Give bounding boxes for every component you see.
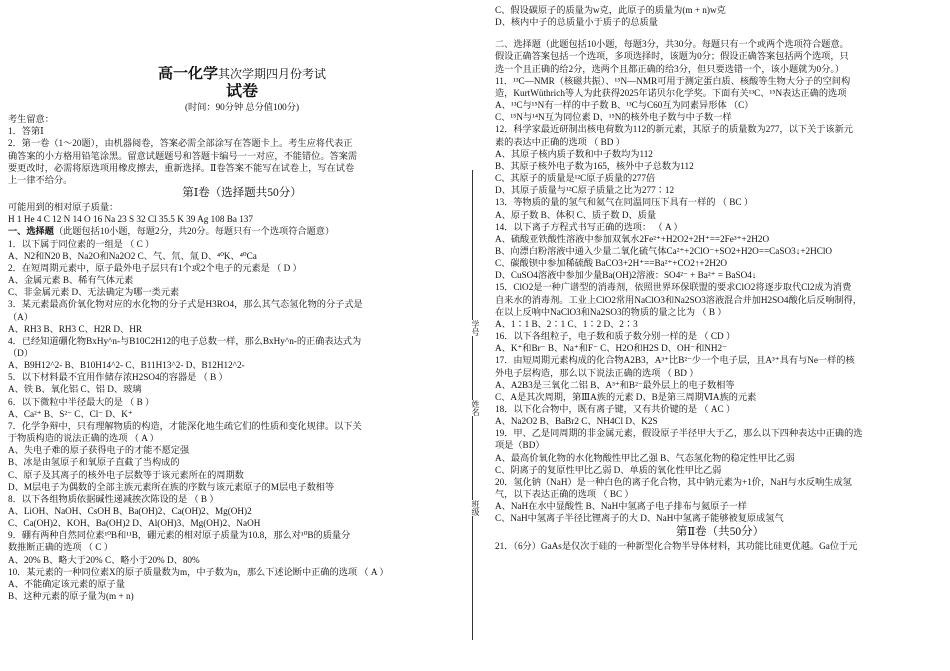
question-line: 造，KurtWüthrich等人为此获得2025年诺贝尔化学奖。下面有关¹³C、¹⁵N表达正确的选项 xyxy=(495,87,847,98)
question-line: C、A是其次周期，第ⅢA族的元素 D、B是第三周期ⅥA族的元素 xyxy=(495,391,757,402)
question-line: 1．以下属于同位素的一组是 （ C ） xyxy=(8,238,155,249)
question-line: 2．在短周期元素中，原子最外电子层只有1个或2个电子的元素是 （ D ） xyxy=(8,262,302,273)
note-line: 确答案的小方格用铅笔涂黑。留意试题题号和答题卡编号一一对应，不能错位。答案需 xyxy=(8,150,358,161)
question-line: C、阴离子的复原性甲比乙弱 D、单质的氧化性甲比乙弱 xyxy=(495,464,722,475)
notes-heading: 考生留意： xyxy=(8,114,54,125)
question-line: B、这种元素的原子量为(m + n) xyxy=(8,591,134,602)
question-line: 9．硼有两种自然同位素¹⁰B和¹¹B，硼元素的相对原子质量为10.8，那么对¹⁰B的质量分 xyxy=(8,530,351,541)
section1-rest: （此题包括10小题，每题2分，共20分。每题只有一个选项符合题意） xyxy=(53,226,335,237)
question-line: 数推断正确的选项 （ C ） xyxy=(8,542,113,553)
note-line: 2．第一卷（1～20题），由机器阅卷，答案必需全部涂写在答题卡上。考生应将代表正 xyxy=(8,138,353,149)
question-line: A、铁 B、氧化铝 C、铝 D、玻璃 xyxy=(8,384,142,395)
section2-line: 选一个且正确的给2分，选两个且都正确的给3分，但只要选错一个，该小题就为0分。） xyxy=(495,63,845,74)
question-line: C、原子及其离子的核外电子层数等于该元素所在的周期数 xyxy=(8,469,244,480)
question-line: A、A2B3是三氧化二铝 B、A³⁺和B²⁻最外层上的电子数相等 xyxy=(495,379,735,390)
section1-header xyxy=(8,225,476,237)
right-questions xyxy=(495,75,945,525)
left-questions xyxy=(8,238,476,603)
question-line: 3．某元素最高价氧化物对应的水化物的分子式是H3RO4，那么其气态氢化物的分子式是 xyxy=(8,299,363,310)
question-line: 素的表达中正确的选项 （ BD ） xyxy=(495,136,625,147)
question-line: 16．以下各组粒子，电子数和质子数分别一样的是 （ CD ） xyxy=(495,331,736,342)
question-line: 6．以下微粒中半径最大的是 （ B ） xyxy=(8,396,155,407)
question-line: A、K⁺和Br⁻ B、Na⁺和F⁻ C、H2O和H2S D、OH⁻和NH2⁻ xyxy=(495,343,727,354)
question-line: C、假设碳原子的质量为w克，此原子的质量为(m + n)w克 xyxy=(495,5,726,15)
question-line: 自来水的消毒剂。工业上ClO2常用NaClO3和Na2SO3溶液混合并加H2SO4酸化后反响制得， xyxy=(495,294,862,305)
question-line: B、其原子核外电子数为165，核外中子总数为112 xyxy=(495,160,694,171)
question-line: C、其原子的质量是¹²C原子质量的277倍 xyxy=(495,173,656,184)
question-line: C、Ca(OH)2、KOH、Ba(OH)2 D、Al(OH)3、Mg(OH)2、NaOH xyxy=(8,518,261,529)
atomic-label: 可能用到的相对原子质量： xyxy=(8,202,119,213)
question-line: A、原子数 B、体积 C、质子数 D、质量 xyxy=(495,209,657,220)
section2-line: 二、选择题（此题包括10小题，每题3分，共30分。每题只有一个或两个选项符合题意。 xyxy=(495,39,849,50)
question-line: 在以上反响中NaClO3和Na2SO3的物质的量之比为 （ B ） xyxy=(495,306,727,317)
title-main: 高一化学 xyxy=(157,66,218,82)
note-line: 要更改时，必需将原选项用橡皮擦去，重新选择。Ⅱ卷答案不能写在试卷上，写在试卷 xyxy=(8,162,355,173)
name-label: 姓名 xyxy=(466,400,480,416)
question-line: 于物质构造的说法正确的选项 （ A ） xyxy=(8,433,159,444)
question-line: 8．以下各组物质依据碱性递减挨次陈设的是 （ B ） xyxy=(8,493,219,504)
question-line: 5．以下材料最不宜用作储存浓H2SO4的容器是 （ B ） xyxy=(8,372,228,383)
part1-heading: 第Ⅰ卷（选择题共50分） xyxy=(182,187,302,200)
part2-heading: 第Ⅱ卷（共50分） xyxy=(675,525,765,538)
question-line: B、向漂白粉溶液中通入少量二氧化硫气体Ca²⁺+2ClO⁻+SO2+H2O==CaSO3↓+2HClO xyxy=(495,245,833,256)
question-line: （D） xyxy=(8,347,34,358)
note-line: 上一律不给分。 xyxy=(8,174,73,185)
notes-block xyxy=(8,125,476,186)
right-top-lines xyxy=(495,4,945,28)
question-line: D、CuSO4溶液中参加少量Ba(OH)2溶液：SO4²⁻ + Ba²⁺ = BaSO4↓ xyxy=(495,270,757,281)
question-line: A、其原子核内质子数和中子数均为112 xyxy=(495,148,653,159)
question-line: 外电子层构造，那么以下说法正确的选项 （ BD ） xyxy=(495,367,699,378)
question-line: C、¹⁵N与¹⁴N互为同位素 D、¹⁵N的核外电子数与中子数一样 xyxy=(495,112,732,123)
question-line: 10．某元素的一种同位素X的原子质量数为m，中子数为n，那么下述论断中正确的选项 （ A ） xyxy=(8,566,389,577)
question-line: A、硫酸亚铁酸性溶液中参加双氧水2Fe²⁺+H2O2+2H⁺==2Fe³⁺+2H2O xyxy=(495,233,770,244)
question-line: A、B9H12^2- B、B10H14^2- C、B11H13^2- D、B12H12^2- xyxy=(8,360,245,371)
section1-title: 一、选择题 xyxy=(8,226,54,237)
question-line: 19．甲、乙是同周期的非金属元素，假设原子半径甲大于乙，那么以下四种表达中正确的选 xyxy=(495,428,863,439)
section2-line: 假设正确答案包括一个选项，多项选择时，该题为0分；假设正确答案包括两个选项，只 xyxy=(495,51,849,62)
right-column xyxy=(495,0,945,552)
question-line: D、核内中子的总质量小于质子的总质量 xyxy=(495,17,658,28)
question-line: B、冰是由氢原子和氧原子直截了当构成的 xyxy=(8,457,180,468)
section2-intro xyxy=(495,38,945,74)
binding-margin xyxy=(466,170,480,640)
question-line: A、¹³C与¹⁵N有一样的中子数 B、¹³C与C60互为同素异形体 （C） xyxy=(495,100,754,111)
question-line: A、Ca²⁺ B、S²⁻ C、Cl⁻ D、K⁺ xyxy=(8,408,133,419)
question-line: 13．等物质的量的氢气和氦气在同温同压下具有一样的 （ BC ） xyxy=(495,197,754,208)
question-line: 15．ClO2是一种广谱型的消毒剂，依照世界环保联盟的要求ClO2将逐步取代Cl2成为消费 xyxy=(495,282,852,293)
question-line: A、金属元素 B、稀有气体元素 xyxy=(8,275,134,286)
atomic-masses: H 1 He 4 C 12 N 14 O 16 Na 23 S 32 Cl 35.5 K 39 Ag 108 Ba 137 xyxy=(8,214,253,225)
question-line: （A） xyxy=(8,311,34,322)
note-line: 1．答第Ⅰ xyxy=(8,126,44,137)
question-line: A、RH3 B、RH3 C、H2R D、HR xyxy=(8,323,142,334)
question-line: 20．氢化钠（NaH）是一种白色的离子化合物，其中钠元素为+1价，NaH与水反响生成氢 xyxy=(495,476,852,487)
student-id-label: 学号 xyxy=(466,320,480,336)
question-line: 14．以下离子方程式书写正确的选项： （ A ） xyxy=(495,221,683,232)
left-column xyxy=(8,0,476,602)
question-line: A、失电子难的原子获得电子的才能不愿定强 xyxy=(8,445,190,456)
time-line: (时间：90分钟 总分值100分) xyxy=(184,102,300,112)
exam-title xyxy=(8,66,476,83)
question-line: A、20% B、略大于20% C、略小于20% D、80% xyxy=(8,554,200,565)
question-line: C、NaH中氢离子半径比锂离子的大 D、NaH中氢离子能够被复原成氢气 xyxy=(495,513,784,524)
exam-title-line2: 试卷 xyxy=(225,83,258,100)
question-line: A、NaH在水中显酸性 B、NaH中氢离子电子排布与氦原子一样 xyxy=(495,501,747,512)
question-line: 4．已经知道硼化物BxHy^n-与B10C2H12的电子总数一样，那么BxHy^n-的正确表达式为 xyxy=(8,335,362,346)
question-line: 11．¹³C—NMR（核磁共振）、¹⁵N—NMR可用于测定蛋白质、核酸等生物大分子的空间构 xyxy=(495,75,851,86)
question-line: 气，以下表达正确的选项 （ BC ） xyxy=(495,489,634,500)
question-line: 17．由短周期元素构成的化合物A2B3，A³⁺比B²⁻少一个电子层，且A³⁺具有与Ne一样的核 xyxy=(495,355,855,366)
question-line: 项是（BD） xyxy=(495,440,545,451)
question-line: D、M层电子为偶数的全部主族元素所在族的序数与该元素原子的M层电子数相等 xyxy=(8,481,335,492)
question-line: A、1∶1 B、2∶1 C、1∶2 D、2∶3 xyxy=(495,318,638,329)
question-line: C、碳酸钡中参加稀硫酸 BaCO3+2H⁺==Ba²⁺+CO2↑+2H2O xyxy=(495,258,728,269)
class-label: 班级 xyxy=(466,500,480,516)
question-21: 21．（6分）GaAs是仅次于硅的一种新型化合物半导体材料，其功能比硅更优越。Ga位于元 xyxy=(495,540,858,551)
question-line: A、Na2O2 B、BaBr2 C、NH4Cl D、K2S xyxy=(495,416,658,427)
question-line: A、LiOH、NaOH、CsOH B、Ba(OH)2、Ca(OH)2、Mg(OH)2 xyxy=(8,506,252,516)
question-line: A、不能确定该元素的原子量 xyxy=(8,578,125,589)
question-line: D、其原子质量与¹²C原子质量之比为277∶12 xyxy=(495,185,675,196)
question-line: A、最高价氧化物的水化物酸性甲比乙强 B、气态氢化物的稳定性甲比乙弱 xyxy=(495,452,795,463)
question-line: 18．以下化合物中，既有离子键，又有共价键的是 （ AC ） xyxy=(495,404,736,414)
question-line: A、N2和N20 B、Na2O和Na2O2 C、气、氘、氚 D、⁴⁰K、⁴⁰Ca xyxy=(8,250,257,261)
question-line: C、非金属元素 D、无法确定为哪一类元素 xyxy=(8,287,180,298)
title-rest: 其次学期四月份考试 xyxy=(218,67,327,81)
question-line: 7．化学争辩中，只有理解物质的构造，才能深化地生疏它们的性质和变化规律。以下关 xyxy=(8,420,362,431)
question-line: 12．科学家最近研制出核电荷数为112的新元素，其原子的质量数为277，以下关于该新元 xyxy=(495,124,853,135)
